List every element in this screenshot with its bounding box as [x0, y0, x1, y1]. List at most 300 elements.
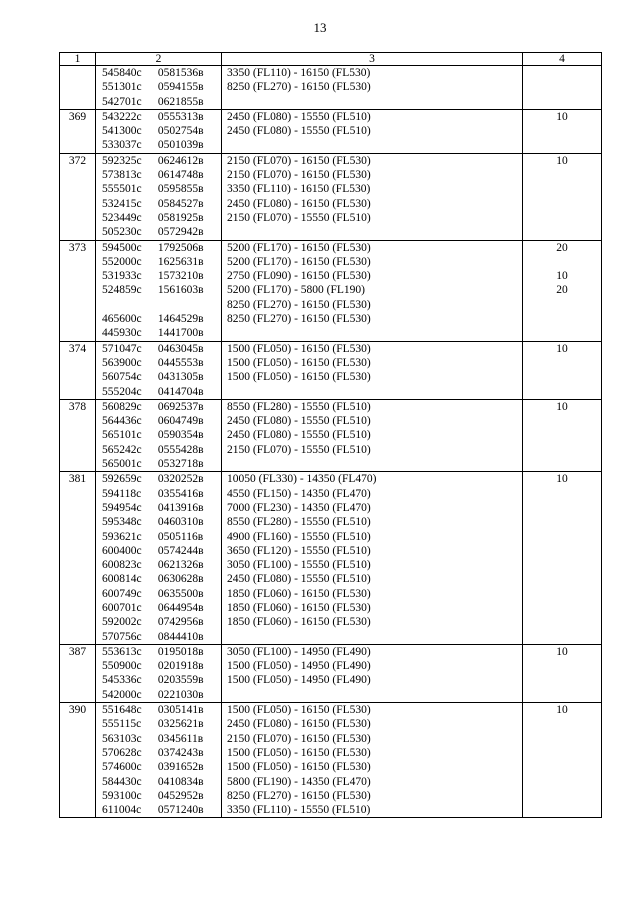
section-number-cell: [60, 472, 96, 645]
latitude: 560829с: [102, 400, 142, 413]
latitude: 592325с: [102, 154, 142, 167]
flight-level-range: 3050 (FL100) - 14950 (FL490): [227, 645, 371, 658]
flight-level-range: [222, 688, 522, 702]
flight-level-range: 8250 (FL270) - 16150 (FL530): [227, 789, 371, 802]
section-number-cell: [60, 341, 96, 399]
latitude: 565001с: [102, 458, 142, 471]
coordinate-line: [96, 457, 221, 471]
flight-level-range: 1500 (FL050) - 14950 (FL490): [227, 674, 371, 687]
latitude: 552000с: [102, 255, 142, 268]
flight-level-range: 2150 (FL070) - 16150 (FL530): [227, 732, 371, 745]
flight-level-range: 8250 (FL270) - 16150 (FL530): [227, 81, 371, 94]
longitude: 0581925в: [157, 211, 204, 224]
flight-levels-cell: [222, 472, 523, 645]
coordinate-line: [96, 66, 221, 80]
value: [523, 688, 601, 702]
flight-level-range: 3650 (FL120) - 15550 (FL510): [227, 544, 371, 557]
value: 10: [556, 645, 568, 658]
section-number: 372: [68, 154, 87, 167]
flight-level-range: 2150 (FL070) - 16150 (FL530): [227, 154, 371, 167]
longitude: 0604749в: [157, 415, 204, 428]
value: [523, 95, 601, 109]
table-row: [60, 153, 602, 240]
longitude: 0355416в: [157, 487, 204, 500]
coordinate-line: [96, 558, 221, 572]
value: [523, 572, 601, 586]
coordinate-line: [96, 443, 221, 457]
coordinate-line: [96, 472, 221, 486]
flight-levels-cell: [222, 109, 523, 153]
latitude: 573813с: [102, 169, 142, 182]
value: [523, 356, 601, 370]
value: [523, 211, 601, 225]
coordinates-cell: [96, 109, 222, 153]
section-number-cell: [60, 109, 96, 153]
latitude: 551301с: [102, 81, 142, 94]
coordinates-cell: [96, 341, 222, 399]
flight-level-range: 3350 (FL110) - 15550 (FL510): [227, 804, 371, 817]
flight-level-range: 2150 (FL070) - 15550 (FL510): [227, 211, 371, 224]
flight-level-range: 5200 (FL170) - 16150 (FL530): [227, 241, 371, 254]
coordinate-line: [96, 326, 221, 340]
value: [523, 124, 601, 138]
value: [523, 487, 601, 501]
longitude: 0320252в: [157, 473, 204, 486]
section-number: 381: [68, 473, 87, 486]
coordinates-cell: [96, 240, 222, 341]
coordinate-line: [96, 211, 221, 225]
coordinate-line: [96, 80, 221, 94]
column-header-2: 2: [96, 53, 222, 66]
longitude: 0572942в: [157, 226, 204, 239]
value-cell: [523, 66, 602, 110]
longitude: 1573210в: [157, 270, 204, 283]
flight-level-range: 1500 (FL050) - 16150 (FL530): [227, 746, 371, 759]
coordinate-line: [96, 487, 221, 501]
longitude: 0345611в: [157, 732, 204, 745]
longitude: 0410834в: [157, 775, 204, 788]
coordinate-line: [96, 587, 221, 601]
longitude: 0445553в: [157, 356, 204, 369]
longitude: 0501039в: [157, 139, 204, 152]
coordinate-line: [96, 255, 221, 269]
coordinate-line: [96, 110, 221, 124]
latitude: 594500с: [102, 241, 142, 254]
coordinate-line: [96, 312, 221, 326]
value: 20: [556, 241, 568, 254]
value: [523, 789, 601, 803]
value-cell: [523, 240, 602, 341]
coordinates-cell: [96, 399, 222, 471]
value: [523, 326, 601, 340]
value-cell: [523, 399, 602, 471]
flight-level-range: 1500 (FL050) - 14950 (FL490): [227, 660, 371, 673]
value: [523, 587, 601, 601]
coordinate-line: [96, 515, 221, 529]
latitude: 545336с: [102, 674, 142, 687]
coordinate-line: [96, 572, 221, 586]
longitude: 1441700в: [157, 327, 204, 340]
flight-level-range: 2450 (FL080) - 15550 (FL510): [227, 110, 371, 123]
coordinate-line: [96, 630, 221, 644]
latitude: 600814с: [102, 573, 142, 586]
coordinate-line: [96, 688, 221, 702]
coordinate-line: [96, 601, 221, 615]
longitude: 0452952в: [157, 789, 204, 802]
flight-level-range: 2450 (FL080) - 16150 (FL530): [227, 718, 371, 731]
flight-level-range: 2450 (FL080) - 15550 (FL510): [227, 573, 371, 586]
latitude: 542701с: [102, 95, 142, 108]
latitude: 445930с: [102, 327, 142, 340]
flight-levels-cell: [222, 240, 523, 341]
value: [523, 732, 601, 746]
coordinate-line: [96, 703, 221, 717]
latitude: 592659с: [102, 473, 142, 486]
longitude: 0621326в: [157, 559, 204, 572]
flight-levels-cell: [222, 153, 523, 240]
longitude: 0413916в: [157, 501, 204, 514]
coordinate-line: [96, 414, 221, 428]
latitude: 545840с: [102, 67, 142, 79]
column-header-1: 1: [60, 53, 96, 66]
longitude: 0555428в: [157, 443, 204, 456]
latitude: 565242с: [102, 443, 142, 456]
latitude: 571047с: [102, 342, 142, 355]
flight-level-range: [222, 457, 522, 471]
value: [523, 775, 601, 789]
coordinate-line: [96, 400, 221, 414]
section-number-cell: [60, 703, 96, 818]
longitude: 0692537в: [157, 400, 204, 413]
flight-level-range: 7000 (FL230) - 14350 (FL470): [227, 501, 371, 514]
flight-level-range: 3350 (FL110) - 16150 (FL530): [227, 183, 371, 196]
table-body: [60, 66, 602, 818]
latitude: 600400с: [102, 544, 142, 557]
flight-level-range: 3050 (FL100) - 15550 (FL510): [227, 559, 371, 572]
longitude: 0742956в: [157, 616, 204, 629]
flight-level-range: 3350 (FL110) - 16150 (FL530): [227, 67, 371, 79]
longitude: 0574244в: [157, 544, 204, 557]
longitude: 0463045в: [157, 342, 204, 355]
latitude: 600749с: [102, 587, 142, 600]
section-number-cell: [60, 153, 96, 240]
coordinate-line: [96, 385, 221, 399]
section-number: 373: [68, 241, 87, 254]
flight-level-range: 5800 (FL190) - 14350 (FL470): [227, 775, 371, 788]
value: [523, 298, 601, 312]
section-number: [60, 66, 95, 80]
latitude: 600823с: [102, 559, 142, 572]
coordinates-cell: [96, 644, 222, 702]
column-header-4: 4: [523, 53, 602, 66]
value: [523, 182, 601, 196]
value-cell: [523, 703, 602, 818]
value: [523, 803, 601, 817]
coordinate-line: [96, 789, 221, 803]
coordinate-line: [96, 283, 221, 297]
latitude: 611004с: [102, 804, 142, 817]
value: [523, 717, 601, 731]
flight-level-range: 8550 (FL280) - 15550 (FL510): [227, 516, 371, 529]
latitude: 553613с: [102, 645, 142, 658]
value: [523, 428, 601, 442]
value: [523, 673, 601, 687]
table-row: [60, 644, 602, 702]
latitude: 532415с: [102, 197, 142, 210]
value: [523, 168, 601, 182]
value: [523, 138, 601, 152]
flight-level-range: 2450 (FL080) - 15550 (FL510): [227, 125, 371, 138]
flight-level-range: 1500 (FL050) - 16150 (FL530): [227, 356, 371, 369]
longitude: 0581536в: [157, 67, 204, 79]
value: 10: [556, 270, 568, 283]
latitude: 531933с: [102, 270, 142, 283]
coordinates-cell: [96, 703, 222, 818]
longitude: 0532718в: [157, 458, 204, 471]
longitude: 0195018в: [157, 645, 204, 658]
flight-level-range: [222, 385, 522, 399]
latitude: 600701с: [102, 601, 142, 614]
flight-level-range: 2450 (FL080) - 15550 (FL510): [227, 415, 371, 428]
value: [523, 615, 601, 629]
latitude: 555204с: [102, 385, 142, 398]
flight-levels-cell: [222, 399, 523, 471]
flight-level-range: 10050 (FL330) - 14350 (FL470): [227, 473, 377, 486]
longitude: 0614748в: [157, 169, 204, 182]
coordinate-line: [96, 732, 221, 746]
longitude: 0374243в: [157, 746, 204, 759]
value: [523, 558, 601, 572]
longitude: 0305141в: [157, 704, 204, 717]
latitude: 584430с: [102, 775, 142, 788]
value-cell: [523, 109, 602, 153]
longitude: 0460310в: [157, 516, 204, 529]
coordinate-line: [96, 241, 221, 255]
longitude: 0201918в: [157, 660, 204, 673]
latitude: 570628с: [102, 746, 142, 759]
value: [523, 197, 601, 211]
longitude: 0590354в: [157, 429, 204, 442]
coordinate-line: [96, 154, 221, 168]
flight-level-range: 1500 (FL050) - 16150 (FL530): [227, 704, 371, 717]
flight-level-range: 2150 (FL070) - 16150 (FL530): [227, 169, 371, 182]
airspace-table: [59, 52, 602, 818]
flight-level-range: [222, 225, 522, 239]
section-number-cell: [60, 644, 96, 702]
table-row: [60, 472, 602, 645]
coordinate-line: [96, 138, 221, 152]
page-number: 13: [313, 20, 327, 35]
table-row: [60, 109, 602, 153]
section-number-cell: [60, 240, 96, 341]
flight-level-range: 4900 (FL160) - 15550 (FL510): [227, 530, 371, 543]
coordinate-line: [96, 342, 221, 356]
value: [523, 80, 601, 94]
flight-level-range: 1500 (FL050) - 16150 (FL530): [227, 342, 371, 355]
latitude: 555115с: [102, 718, 142, 731]
latitude: 505230с: [102, 226, 142, 239]
longitude: 0431305в: [157, 371, 204, 384]
section-number: 378: [68, 400, 87, 413]
coordinate-line: [96, 95, 221, 109]
value: [523, 457, 601, 471]
section-number-cell: [60, 399, 96, 471]
longitude: 0414704в: [157, 385, 204, 398]
longitude: 0584527в: [157, 197, 204, 210]
longitude: 0630628в: [157, 573, 204, 586]
value: 10: [556, 400, 568, 413]
coordinate-line: [96, 370, 221, 384]
flight-level-range: 5200 (FL170) - 16150 (FL530): [227, 255, 371, 268]
flight-levels-cell: [222, 644, 523, 702]
flight-level-range: [222, 95, 522, 109]
longitude: 1464529в: [157, 313, 204, 326]
value: [523, 385, 601, 399]
longitude: 0844410в: [157, 630, 204, 643]
latitude: 593100с: [102, 789, 142, 802]
table-row: [60, 341, 602, 399]
flight-level-range: [222, 138, 522, 152]
latitude: 595348с: [102, 516, 142, 529]
longitude: 0635500в: [157, 587, 204, 600]
latitude: 541300с: [102, 125, 142, 138]
coordinate-line: [96, 428, 221, 442]
coordinate-line: [96, 615, 221, 629]
section-number: 387: [68, 645, 87, 658]
latitude: 524859с: [102, 284, 142, 297]
latitude: 542000с: [102, 688, 142, 701]
coordinate-line: [96, 544, 221, 558]
section-number: 390: [68, 704, 87, 717]
value: [523, 746, 601, 760]
longitude: 0203559в: [157, 674, 204, 687]
value: [523, 370, 601, 384]
coordinate-line: [96, 168, 221, 182]
coordinate-line: [96, 182, 221, 196]
flight-level-range: 2150 (FL070) - 15550 (FL510): [227, 443, 371, 456]
coordinates-cell: [96, 66, 222, 110]
latitude: 560754с: [102, 371, 142, 384]
latitude: 574600с: [102, 761, 142, 774]
latitude: 592002с: [102, 616, 142, 629]
flight-level-range: 1850 (FL060) - 16150 (FL530): [227, 616, 371, 629]
value: [523, 630, 601, 644]
longitude: 1625631в: [157, 255, 204, 268]
latitude: 563900с: [102, 356, 142, 369]
table-row: [60, 66, 602, 110]
latitude: 551648с: [102, 704, 142, 717]
coordinate-line: [96, 356, 221, 370]
longitude: 0624612в: [157, 154, 204, 167]
value: [523, 760, 601, 774]
latitude: 563103с: [102, 732, 142, 745]
latitude: 594954с: [102, 501, 142, 514]
coordinate-line: [96, 501, 221, 515]
latitude: 565101с: [102, 429, 142, 442]
longitude: 0595855в: [157, 183, 204, 196]
coordinate-line: [96, 760, 221, 774]
value: 10: [556, 342, 568, 355]
flight-level-range: 2750 (FL090) - 16150 (FL530): [227, 270, 371, 283]
flight-level-range: 8250 (FL270) - 16150 (FL530): [227, 313, 371, 326]
longitude: 0644954в: [157, 601, 204, 614]
flight-level-range: 1500 (FL050) - 16150 (FL530): [227, 761, 371, 774]
latitude: 564436с: [102, 415, 142, 428]
table-row: [60, 240, 602, 341]
value: 10: [556, 473, 568, 486]
flight-level-range: 1850 (FL060) - 16150 (FL530): [227, 587, 371, 600]
table-row: [60, 399, 602, 471]
value-cell: [523, 153, 602, 240]
latitude: 523449с: [102, 211, 142, 224]
value-cell: [523, 644, 602, 702]
value: [523, 515, 601, 529]
coordinates-cell: [96, 472, 222, 645]
longitude: 0221030в: [157, 688, 204, 701]
latitude: 550900с: [102, 660, 142, 673]
value: 10: [556, 154, 568, 167]
coordinate-line: [96, 645, 221, 659]
value-cell: [523, 472, 602, 645]
coordinate-line: [96, 225, 221, 239]
value: [523, 501, 601, 515]
coordinate-line: [96, 717, 221, 731]
value: [523, 66, 601, 80]
value: [523, 312, 601, 326]
longitude: 0502754в: [157, 125, 204, 138]
latitude: 570756с: [102, 630, 142, 643]
value: [523, 255, 601, 269]
value: [523, 225, 601, 239]
coordinate-line: [96, 298, 221, 312]
coordinates-cell: [96, 153, 222, 240]
longitude: 0505116в: [157, 530, 204, 543]
latitude: 555501с: [102, 183, 142, 196]
value-cell: [523, 341, 602, 399]
flight-level-range: 4550 (FL150) - 14350 (FL470): [227, 487, 371, 500]
flight-levels-cell: [222, 703, 523, 818]
latitude: 594118с: [102, 487, 142, 500]
longitude: 0571240в: [157, 804, 204, 817]
value: [523, 659, 601, 673]
section-number: 374: [68, 342, 87, 355]
section-number: 369: [68, 110, 87, 123]
longitude: 1561603в: [157, 284, 204, 297]
value: 10: [556, 704, 568, 717]
coordinate-line: [96, 746, 221, 760]
value: [523, 601, 601, 615]
coordinate-line: [96, 659, 221, 673]
value: [523, 414, 601, 428]
coordinate-line: [96, 197, 221, 211]
longitude: 0325621в: [157, 718, 204, 731]
flight-level-range: 2450 (FL080) - 15550 (FL510): [227, 429, 371, 442]
value: [523, 544, 601, 558]
flight-level-range: 1500 (FL050) - 16150 (FL530): [227, 371, 371, 384]
latitude: 533037с: [102, 139, 142, 152]
longitude: 0594155в: [157, 81, 204, 94]
value: [523, 530, 601, 544]
value: 10: [556, 110, 568, 123]
longitude: 0621855в: [157, 95, 204, 108]
flight-level-range: [222, 326, 522, 340]
table-header-row: [60, 53, 602, 66]
flight-level-range: 8550 (FL280) - 15550 (FL510): [227, 400, 371, 413]
flight-level-range: 8250 (FL270) - 16150 (FL530): [227, 298, 371, 311]
longitude: 0391652в: [157, 761, 204, 774]
flight-level-range: [222, 630, 522, 644]
coordinate-line: [96, 124, 221, 138]
